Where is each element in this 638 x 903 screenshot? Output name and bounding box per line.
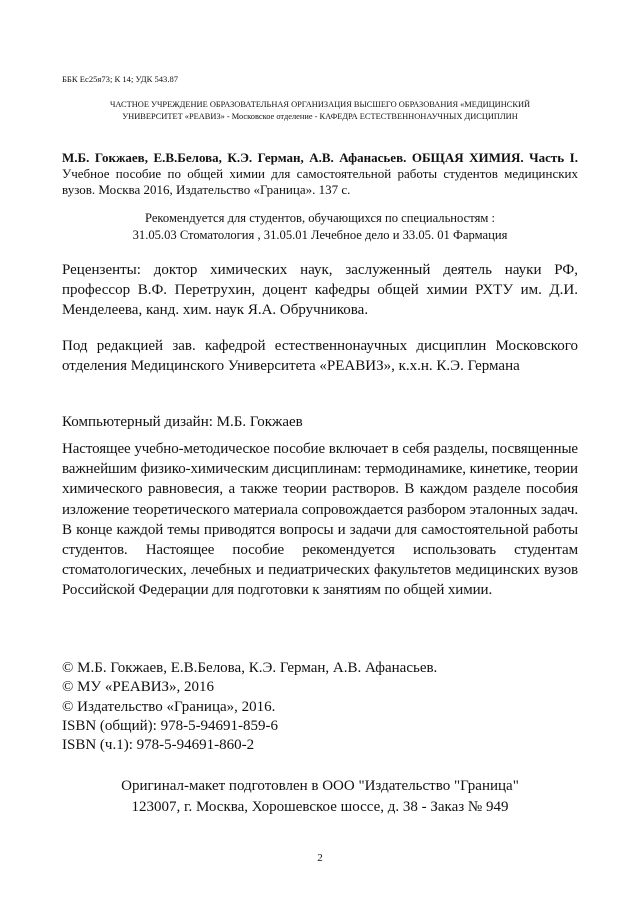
layout-note [62, 776, 578, 818]
layout-note-line-1: Оригинал-макет подготовлен в ООО "Издательство "Граница" [121, 778, 519, 794]
isbn-part-1: ISBN (ч.1): 978-5-94691-860-2 [62, 737, 255, 754]
copyright-authors: © М.Б. Гокжаев, Е.В.Белова, К.Э. Герман, А.В. Афанасьев. [62, 660, 438, 676]
citation-description: Учебное пособие по общей химии для самостоятельной работы студентов медицинских вузов. Москва 2016, Издательство «Граница». 137 с. [62, 166, 578, 197]
institution-line-2: УНИВЕРСИТЕТ «РЕАВИЗ» - Московское отделение - КАФЕДРА ЕСТЕСТВЕННОНАУЧНЫХ ДИСЦИПЛИН [122, 112, 518, 121]
institution-line-1: ЧАСТНОЕ УЧРЕЖДЕНИЕ ОБРАЗОВАТЕЛЬНАЯ ОРГАНИЗАЦИЯ ВЫСШЕГО ОБРАЗОВАНИЯ «МЕДИЦИНСКИЙ [109, 100, 531, 109]
reviewers-paragraph: Рецензенты: доктор химических наук, заслуженный деятель науки РФ, профессор В.Ф. Перетрухин, доцент кафедры общей химии РХТУ им. Д.И. Менделеева, канд. хим. наук Я.А. Обручникова. [62, 262, 578, 319]
copyright-university: © МУ «РЕАВИЗ», 2016 [62, 679, 215, 696]
copyright-block [62, 659, 578, 755]
citation-authors-title: М.Б. Гокжаев, Е.В.Белова, К.Э. Герман, А.В. Афанасьев. ОБЩАЯ ХИМИЯ. [62, 150, 524, 165]
recommendation [62, 210, 578, 244]
recommendation-line-1: Рекомендуется для студентов, обучающихся по специальностям : [144, 211, 495, 225]
copyright-publisher: © Издательство «Граница», 2016. [62, 698, 276, 715]
institution-header [62, 99, 578, 123]
editor-paragraph: Под редакцией зав. кафедрой естественнонаучных дисциплин Московского отделения Медицинского Университета «РЕАВИЗ», к.х.н. К.Э. Германа [62, 338, 578, 375]
layout-note-line-2: 123007, г. Москва, Хорошевское шоссе, д. 38 - Заказ № 949 [131, 799, 509, 815]
recommendation-line-2: 31.05.03 Стоматология , 31.05.01 Лечебное дело и 33.05. 01 Фармация [132, 228, 508, 242]
classification-codes: ББК Ес25я73; К 14; УДК 543.87 [62, 74, 179, 84]
abstract-paragraph: Настоящее учебно-методическое пособие включает в себя разделы, посвященные важнейшим физико-химическим дисциплинам: термодинамике, кинетике, теории химического равновесия, а также теории растворов. В каждом разделе пособия изложение теоретического материала сопровождается разбором эталонных задач. В конце каждой темы приводятся вопросы и задачи для самостоятельной работы студентов. Настоящее пособие рекомендуется использовать студентам стоматологических, лечебных и педиатрических факультетов медицинских вузов Российской Федерации для подготовки к занятиям по общей химии. [62, 441, 578, 599]
citation-part: Часть I. [529, 150, 578, 165]
page-number: 2 [317, 852, 323, 864]
designer-credit: Компьютерный дизайн: М.Б. Гокжаев [62, 414, 303, 430]
bibliographic-citation [62, 150, 578, 198]
isbn-general: ISBN (общий): 978-5-94691-859-6 [62, 717, 279, 734]
